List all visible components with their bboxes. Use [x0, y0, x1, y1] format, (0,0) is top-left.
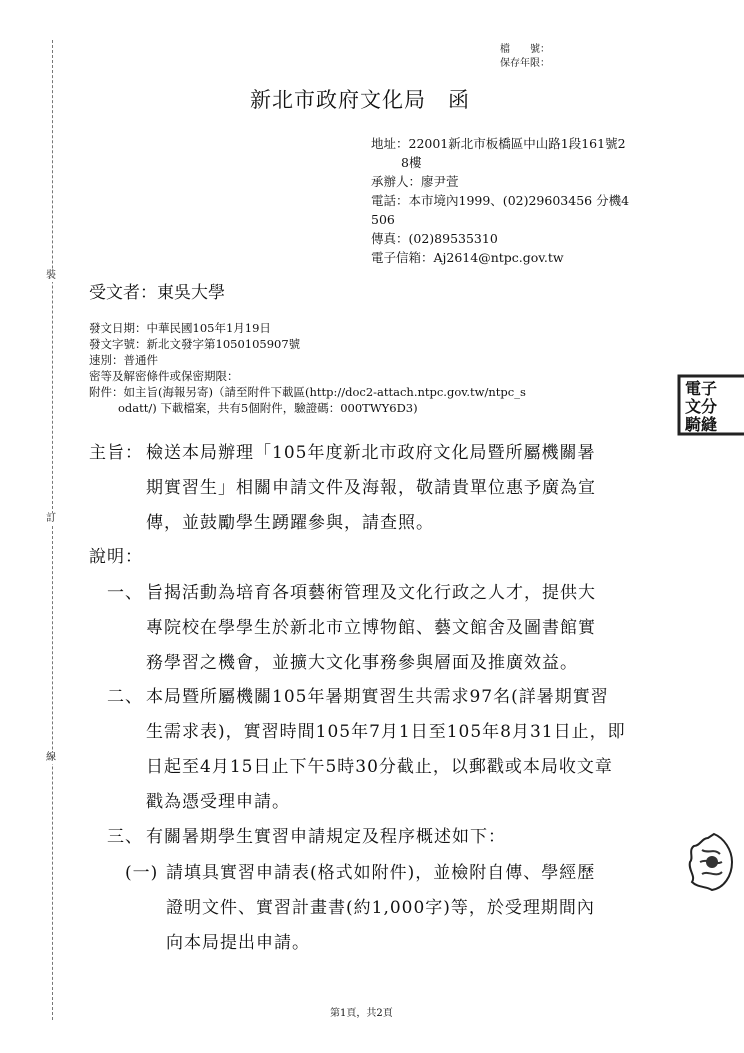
document-meta — [89, 320, 526, 416]
item-1-number: 一、 — [107, 583, 143, 603]
document-number: 發文字號：新北文發字第1050105907號 — [89, 337, 301, 351]
issue-date: 發文日期：中華民國105年1月19日 — [89, 321, 271, 335]
subitem-1-line-2: 證明文件、實習計畫書(約1,000字)等，於受理期間內 — [166, 898, 595, 918]
subject-text — [146, 436, 596, 541]
address-line-2: 8樓 — [401, 155, 422, 170]
official-seal-icon — [684, 832, 734, 892]
item-1-line-1: 旨揭活動為培育各項藝術管理及文化行政之人才，提供大 — [146, 583, 596, 603]
subitem-1-line-3: 向本局提出申請。 — [166, 933, 310, 953]
explanation-label: 說明： — [89, 547, 143, 567]
item-3-number: 三、 — [107, 827, 143, 847]
subitem-1-text — [166, 856, 595, 961]
page-footer: 第1頁，共2頁 — [330, 1008, 393, 1019]
phone-line-1: 電話：本市境內1999、(02)29603456 分機4 — [371, 193, 630, 208]
stamp-text-1: 電子 — [685, 379, 718, 398]
subject-line-1: 檢送本局辦理「105年度新北市政府文化局暨所屬機關暑 — [146, 443, 596, 463]
binding-margin-line — [52, 40, 53, 1020]
line-mark: 線 — [46, 752, 56, 763]
secrecy-level: 密等及解密條件或保密期限： — [89, 369, 239, 383]
subject-line-3: 傳，並鼓勵學生踴躍參與，請查照。 — [146, 513, 434, 533]
item-3-line-1: 有關暑期學生實習申請規定及程序概述如下： — [146, 827, 506, 847]
item-2-line-1: 本局暨所屬機關105年暑期實習生共需求97名(詳暑期實習 — [146, 687, 609, 707]
item-1-line-2: 專院校在學學生於新北市立博物館、藝文館舍及圖書館實 — [146, 618, 596, 638]
phone-line-2: 506 — [371, 212, 395, 227]
item-1-line-3: 務學習之機會，並擴大文化事務參與層面及推廣效益。 — [146, 653, 578, 673]
handler-line: 承辦人：廖尹萱 — [371, 174, 459, 189]
item-2-line-2: 生需求表)，實習時間105年7月1日至105年8月31日止，即 — [146, 722, 626, 742]
document-title: 新北市政府文化局 函 — [250, 88, 470, 112]
email-line: 電子信箱：Aj2614@ntpc.gov.tw — [371, 250, 564, 265]
item-2-number: 二、 — [107, 687, 143, 707]
retention-label: 保存年限： — [500, 58, 550, 69]
address-line-1: 地址：22001新北市板橋區中山路1段161號2 — [371, 136, 626, 151]
item-1-text — [146, 576, 596, 681]
item-2-text — [146, 680, 626, 820]
subject-line-2: 期實習生」相關申請文件及海報，敬請貴單位惠予廣為宣 — [146, 478, 596, 498]
subitem-1-number: (一) — [125, 863, 159, 883]
subitem-1-line-1: 請填具實習申請表(格式如附件)，並檢附自傳、學經歷 — [166, 863, 596, 883]
recipient-line: 受文者：東吳大學 — [89, 283, 225, 303]
attachment-line-2: odatt/) 下載檔案，共有5個附件，驗證碼：000TWY6D3) — [118, 401, 418, 415]
fax-line: 傳真：(02)89535310 — [371, 231, 498, 246]
seam-stamp — [677, 374, 744, 436]
item-2-line-3: 日起至4月15日止下午5時30分截止，以郵戳或本局收文章 — [146, 757, 613, 777]
file-number-label: 檔 號： — [500, 44, 550, 55]
subject-label: 主旨： — [89, 443, 143, 463]
stamp-text-3: 騎縫 — [685, 415, 718, 434]
binding-mark: 裝 — [46, 270, 56, 281]
order-mark: 訂 — [46, 513, 56, 524]
item-2-line-4: 戳為憑受理申請。 — [146, 792, 290, 812]
contact-block — [371, 134, 629, 267]
stamp-text-2: 文分 — [685, 397, 718, 416]
attachment-line-1: 附件：如主旨(海報另寄)（請至附件下載區(http://doc2-attach.ntpc.gov.tw/ntpc_s — [89, 385, 526, 399]
speed-class: 速別：普通件 — [89, 353, 158, 367]
